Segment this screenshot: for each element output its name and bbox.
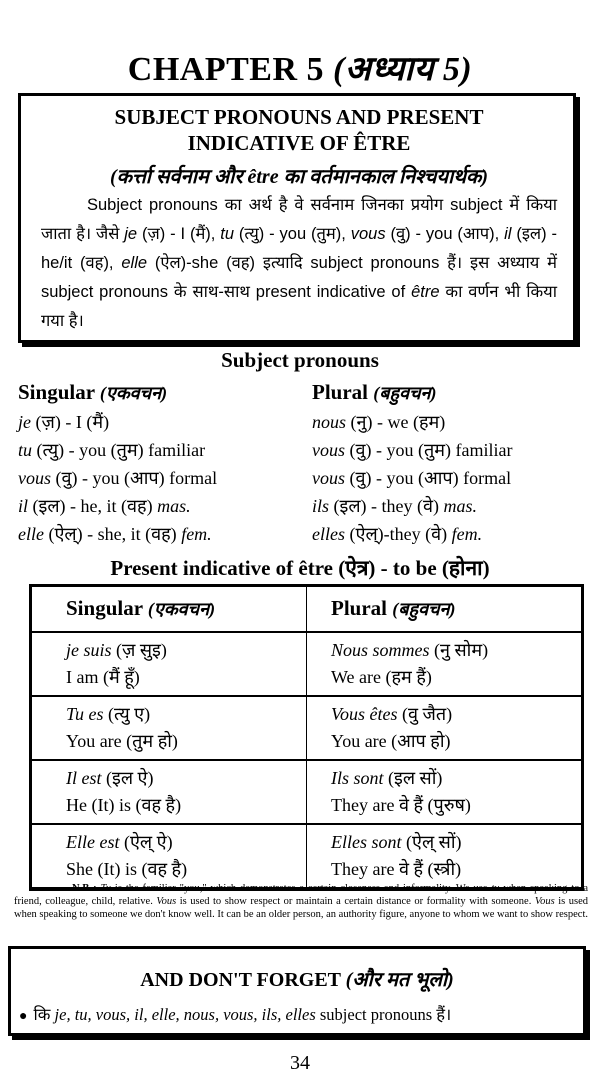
pronoun-gloss: (वु) - you (आप) formal	[51, 468, 218, 488]
pronoun-row	[18, 408, 308, 436]
verb-hindi: (इल ऐ)	[101, 768, 154, 788]
verb-en: You are (आप हो)	[331, 731, 451, 751]
footnote-term: Tu	[100, 883, 112, 894]
table-header-plural	[307, 587, 582, 633]
pronoun-fr: il	[18, 496, 29, 516]
verb-en: They are वे हैं (पुरुष)	[331, 795, 471, 815]
intro-text-part: का वर्णन भी किया गया है।	[41, 283, 557, 330]
verb-en: She (It) is (वह है)	[66, 859, 188, 879]
pronoun-row	[312, 408, 600, 436]
intro-title-line2: INDICATIVE OF ÊTRE	[187, 131, 411, 155]
verb-en: They are वे हैं (स्त्री)	[331, 859, 462, 879]
verb-fr: Vous êtes	[331, 704, 398, 724]
intro-paragraph	[41, 191, 557, 336]
verb-en: I am (मैं हूँ)	[66, 667, 140, 687]
intro-subtitle: (कर्त्ता सर्वनाम और être का वर्तमानकाल निश्चयार्थक)	[109, 166, 489, 188]
pronoun-fr: vous	[312, 440, 345, 460]
verb-fr: je suis	[66, 640, 112, 660]
verb-hindi: (त्यु ए)	[103, 704, 151, 724]
intro-word-je: je	[124, 225, 138, 243]
pronoun-gloss: (वु) - you (तुम) familiar	[345, 440, 513, 460]
singular-column	[18, 380, 308, 548]
verb-fr: Tu es	[66, 704, 104, 724]
table-header-singular	[32, 587, 307, 633]
singular-label: Singular	[18, 380, 95, 404]
verb-en: He (It) is (वह है)	[66, 795, 182, 815]
footnote-text: when speaking to a friend, colleague, child, relative.	[14, 883, 588, 907]
table-cell-plural	[307, 632, 582, 696]
plural-hindi: (बहुवचन)	[373, 383, 437, 403]
pronoun-gloss: (वु) - you (आप) formal	[345, 468, 512, 488]
table-cell-singular	[32, 632, 307, 696]
reminder-text	[19, 1002, 583, 1025]
pronoun-row	[18, 520, 308, 548]
present-indicative-heading: Present indicative of être (ऐत्र) - to be (होना)	[110, 556, 490, 580]
footnote-text: is used to show respect or maintain a certain distance or formality with someone.	[176, 896, 535, 907]
header-hindi: (बहुवचन)	[392, 599, 456, 619]
table-cell-plural	[307, 696, 582, 760]
table-cell-singular	[32, 696, 307, 760]
verb-en: You are (तुम हो)	[66, 731, 178, 751]
table-row	[32, 760, 582, 824]
pronoun-row	[18, 436, 308, 464]
footnote-term: tu	[491, 883, 500, 894]
verb-hindi: (इल सों)	[383, 768, 443, 788]
verb-fr: Il est	[66, 768, 102, 788]
verb-hindi: (ज़ सुइ)	[111, 640, 167, 660]
pronoun-fr: vous	[312, 468, 345, 488]
verb-hindi: (ऐल् ऐ)	[119, 832, 173, 852]
plural-label: Plural	[312, 380, 368, 404]
pronoun-row	[312, 492, 600, 520]
page-number: 34	[290, 1052, 310, 1074]
intro-text-part: (इल) - he/it (वह),	[41, 225, 557, 272]
intro-word-tu: tu	[220, 225, 235, 243]
pronoun-gloss: (नु) - we (हम)	[346, 412, 446, 432]
intro-box	[18, 93, 576, 343]
reminder-box	[8, 946, 586, 1036]
verb-hindi: (वु जैत)	[397, 704, 453, 724]
chapter-title-hindi: (अध्याय 5)	[333, 51, 473, 88]
reminder-pronoun-list: je, tu, vous, il, elle, nous, vous, ils, elles	[54, 1005, 316, 1024]
header-hindi: (एकवचन)	[147, 599, 216, 619]
pronoun-gender: mas.	[443, 496, 478, 516]
intro-text-part: (ज़) - I (मैं),	[137, 225, 221, 243]
pronoun-gender: fem.	[181, 524, 212, 544]
subject-pronouns-heading: Subject pronouns	[221, 348, 379, 372]
intro-title-line1: SUBJECT PRONOUNS AND PRESENT	[114, 105, 484, 129]
table-cell-plural	[307, 824, 582, 888]
table-row	[32, 632, 582, 696]
pronoun-row	[312, 464, 600, 492]
pronoun-row	[18, 464, 308, 492]
pronoun-fr: elles	[312, 524, 345, 544]
pronoun-gloss: (ऐल्) - she, it (वह)	[43, 524, 182, 544]
footnote-text: is used when speaking to someone we don't know well. It can be an older person, an authority figure, anyone to whom we want to show respect.	[14, 896, 588, 920]
table-cell-singular	[32, 824, 307, 888]
pronoun-row	[312, 436, 600, 464]
intro-word-vous: vous	[350, 225, 386, 243]
pronoun-gender: mas.	[157, 496, 191, 516]
pronoun-gloss: (इल) - he, it (वह)	[28, 496, 158, 516]
reminder-prefix: कि	[33, 1005, 55, 1024]
intro-text-part: Subject pronouns का अर्थ है वे सर्वनाम जिनका प्रयोग subject में किया जाता है। जैसे	[41, 196, 557, 243]
pronoun-fr: je	[18, 412, 31, 432]
verb-fr: Elles sont	[331, 832, 402, 852]
intro-word-elle: elle	[121, 254, 148, 272]
reminder-title	[11, 965, 583, 992]
pronoun-gloss: (ज़) - I (मैं)	[31, 412, 110, 432]
conjugation-table	[29, 584, 584, 891]
reminder-title-text: AND DON'T FORGET	[140, 969, 341, 991]
intro-word-etre: être	[411, 283, 440, 301]
pronoun-gloss: (इल) - they (वे)	[329, 496, 444, 516]
table-cell-singular	[32, 760, 307, 824]
footnote-term: Vous	[156, 896, 177, 907]
pronoun-fr: nous	[312, 412, 347, 432]
verb-fr: Ils sont	[331, 768, 384, 788]
verb-en: We are (हम हैं)	[331, 667, 432, 687]
header-label: Plural	[331, 596, 387, 620]
verb-fr: Elle est	[66, 832, 120, 852]
verb-hindi: (ऐल् सों)	[401, 832, 462, 852]
footnote	[14, 882, 588, 921]
table-row	[32, 824, 582, 888]
pronoun-row	[312, 520, 600, 548]
table-header-row	[32, 587, 582, 633]
pronoun-row	[18, 492, 308, 520]
pronoun-gloss: (ऐल्)-they (वे)	[345, 524, 452, 544]
reminder-suffix: subject pronouns हैं।	[315, 1005, 452, 1024]
reminder-title-hindi: (और मत भूलो)	[345, 969, 454, 991]
footnote-text: is the familiar "you," which demonstrates a certain closeness and informality. We use	[111, 883, 492, 894]
verb-hindi: (नु सोम)	[429, 640, 489, 660]
pronoun-gloss: (त्यु) - you (तुम) familiar	[32, 440, 206, 460]
footnote-label: N.B :	[72, 883, 97, 894]
pronoun-gender: fem.	[451, 524, 483, 544]
intro-title	[41, 104, 557, 156]
singular-hindi: (एकवचन)	[99, 383, 168, 403]
pronoun-fr: elle	[18, 524, 44, 544]
table-row	[32, 696, 582, 760]
verb-fr: Nous sommes	[331, 640, 430, 660]
singular-header	[18, 380, 308, 408]
bullet-icon: ●	[19, 1009, 28, 1024]
intro-text-part: (ऐल)-she (वह) इत्यादि subject pronouns हैं। इस अध्याय में subject pronouns के साथ-साथ present indicative of	[41, 254, 557, 301]
plural-column	[312, 380, 600, 548]
pronoun-fr: vous	[18, 468, 51, 488]
intro-text-part: (वु) - you (आप),	[385, 225, 505, 243]
plural-header	[312, 380, 600, 408]
chapter-title	[0, 44, 600, 90]
table-cell-plural	[307, 760, 582, 824]
intro-word-il: il	[504, 225, 512, 243]
pronoun-fr: tu	[18, 440, 33, 460]
footnote-term: Vous	[534, 896, 555, 907]
header-label: Singular	[66, 596, 143, 620]
chapter-title-text: CHAPTER 5	[127, 51, 325, 88]
pronoun-fr: ils	[312, 496, 330, 516]
intro-text-part: (त्यु) - you (तुम),	[234, 225, 351, 243]
